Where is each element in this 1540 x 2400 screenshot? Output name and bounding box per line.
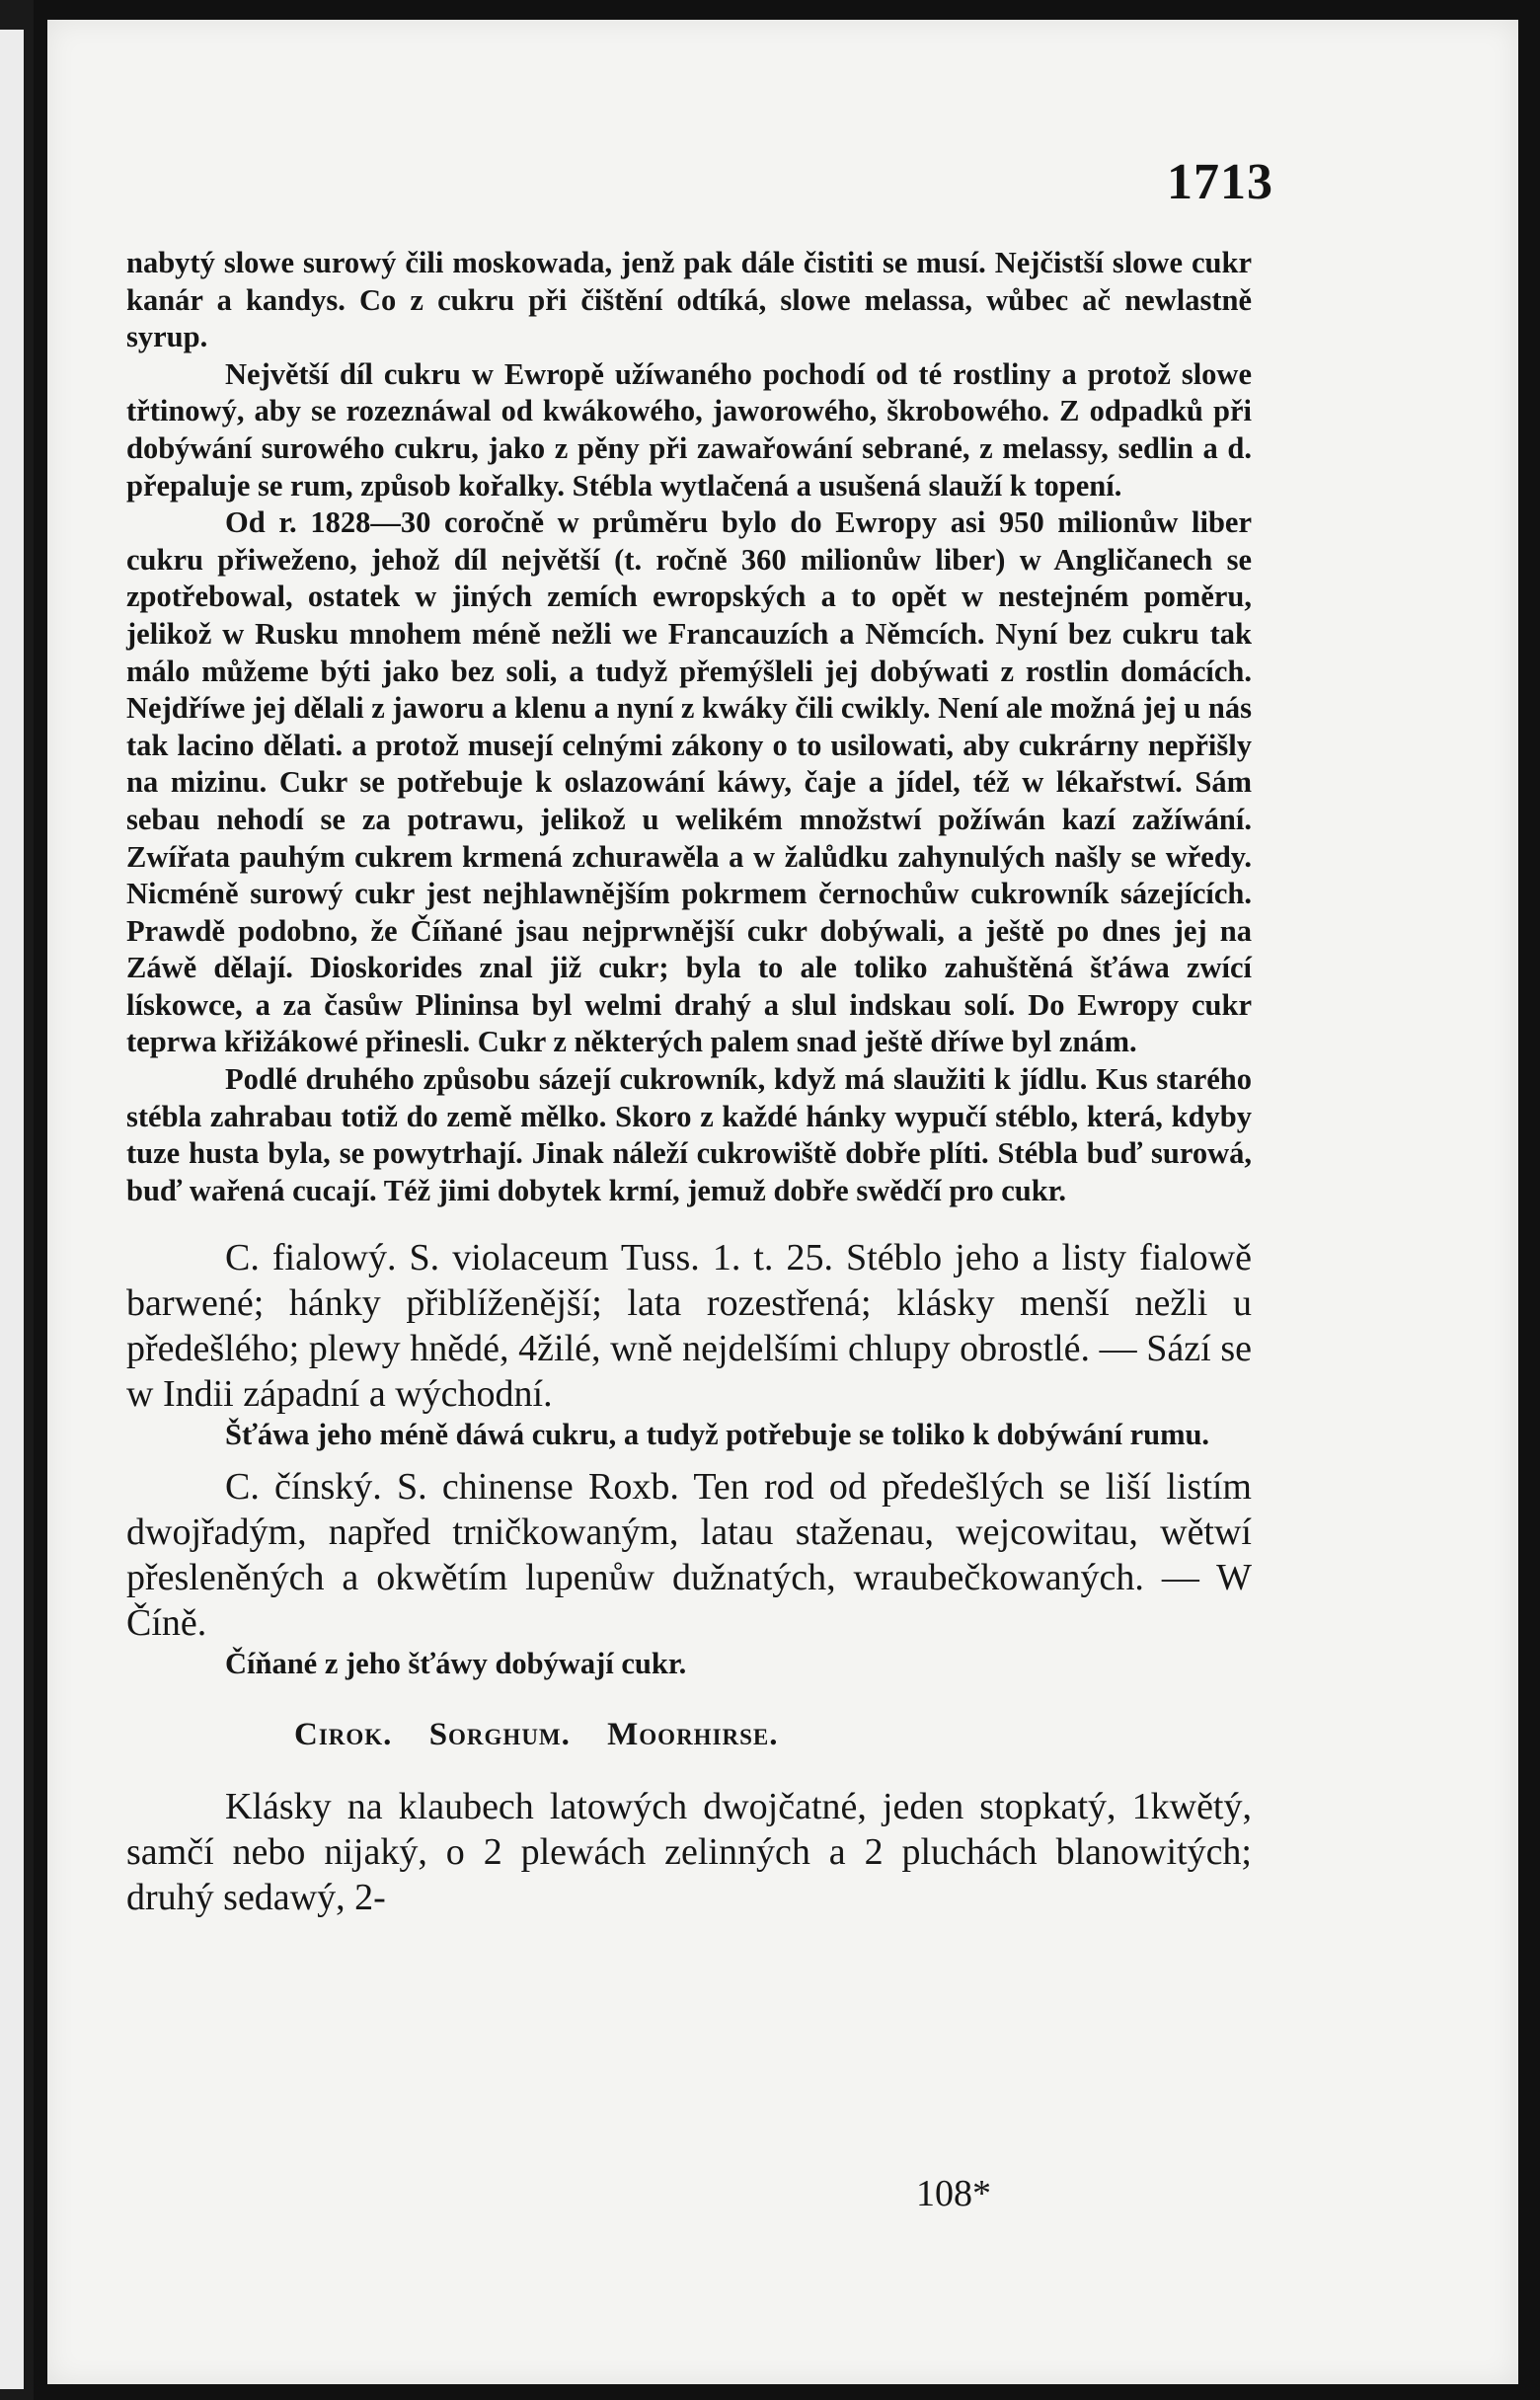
- page-number: 1713: [1167, 154, 1273, 210]
- paragraph-cultivation: Podlé druhého způsobu sázejí cukrowník, když má slaužiti k jídlu. Kus starého stébla zahrabau totiž do země mělko. Skoro z každé hánky wypučí stéblo, která, kdyby tuze husta byla, se powytrhají. Jinak náleží cukrowiště dobře plíti. Stébla buď surowá, buď wařená cucají. Též jimi dobytek krmí, jemuž dobře swědčí pro cukr.: [126, 1062, 1252, 1207]
- heading-german: Moorhirse.: [607, 1716, 779, 1752]
- genus-description: [126, 1784, 1252, 1920]
- heading-czech: Cirok.: [294, 1716, 393, 1752]
- species-violaceum-text: C. fialowý. S. violaceum Tuss. 1. t. 25. Stéblo jeho a listy fialowě barwené; hánky přiblíženější; lata rozestřená; klásky menší nežli u předešlého; plewy hnědé, 4žilé, wně nejdelšími chlupy obrostlé. — Sází se w Indii západní a wýchodní.: [126, 1237, 1252, 1416]
- species-chinense-text: C. čínský. S. chinense Roxb. Ten rod od předešlých se liší listím dwojřadým, napřed trničkowaným, latau staženau, wejcowitau, wětwí přesleněných a okwětím lupenůw dužnatých, wraubečkowaných. — W Číně.: [126, 1466, 1252, 1645]
- paragraph-sugar-consumption: Od r. 1828—30 coročně w průměru bylo do Ewropy asi 950 milionůw liber cukru přiweženo, jehož díl největší (t. ročně 360 milionůw liber) w Angličanech se zpotřebowal, ostatek w jiných zemích ewropských a to opět w nestejném poměru, jelikož w Rusku mnohem méně nežli we Francauzích a Němcích. Nyní bez cukru tak málo můžeme býti jako bez soli, a tudyž přemýšleli jej dobýwati z rostlin domácích. Nejdříwe jej dělali z jaworu a klenu a nyní z kwáky čili cwikly. Není ale možná jej u nás tak lacino dělati. a protož musejí celnými zákony o to usilowati, aby cukrárny nepřišly na mizinu. Cukr se potřebuje k oslazowání káwy, čaje a jídel, též w lékařstwí. Sám sebau nehodí se za potrawu, jelikož u welikém množstwí požíwán kazí zažíwání. Zwířata pauhým cukrem krmená zchurawěla a w žalůdku zahynulých našly se wředy. Nicméně surowý cukr jest nejhlawnějším pokrmem černochůw cukrowník sázejících. Prawdě podobno, že Číňané jsau nejprwnější cukr dobýwali, a ještě po dnes jej na Záwě dělají. Dioskorides znal již cukr; byla to ale toliko zahuštěná šťáwa zwící lískowce, a za časůw Plininsa byl welmi drahý a slul indskau solí. Do Ewropy cukr teprwa křižákowé přinesli. Cukr z některých palem snad ještě dříwe byl znám.: [126, 505, 1252, 1059]
- small-print-section: [126, 245, 1252, 1209]
- genus-heading: [294, 1715, 1252, 1754]
- species-violaceum-note-block: [126, 1417, 1252, 1454]
- previous-page-edge: [0, 30, 24, 2389]
- page-body: [126, 245, 1252, 1920]
- paragraph-sugar-cane: Největší díl cukru w Ewropě užíwaného pochodí od té rostliny a protož slowe třtinowý, aby se rozeznáwal od kwákowého, jaworowého, škrobowého. Z odpadků při dobýwání surowého cukru, jako z pěny při zawařowání sebrané, z melassy, sedlin a d. přepaluje se rum, způsob kořalky. Stébla wytlačená a usušená slauží k topení.: [126, 356, 1252, 503]
- species-violaceum: [126, 1235, 1252, 1417]
- species-chinense: [126, 1464, 1252, 1646]
- heading-latin: Sorghum.: [428, 1716, 571, 1752]
- genus-description-text: Klásky na klaubech latowých dwojčatné, jeden stopkatý, 1kwětý, samčí nebo nijaký, o 2 plewách zelinných a 2 pluchách blanowitých; druhý sedawý, 2-: [126, 1785, 1252, 1918]
- book-page: [47, 20, 1518, 2384]
- signature-mark: 108*: [916, 2173, 991, 2214]
- species-chinense-note: Číňané z jeho šťáwy dobýwají cukr.: [225, 1647, 687, 1681]
- species-chinense-note-block: [126, 1646, 1252, 1683]
- species-violaceum-note: Šťáwa jeho méně dáwá cukru, a tudyž potřebuje se toliko k dobýwání rumu.: [225, 1418, 1210, 1452]
- paragraph-continuation: nabytý slowe surowý čili moskowada, jenž pak dále čistiti se musí. Nejčistší slowe cukr kanár a kandys. Co z cukru při čištění odtíká, slowe melassa, wůbec ač newlastně syrup.: [126, 246, 1252, 354]
